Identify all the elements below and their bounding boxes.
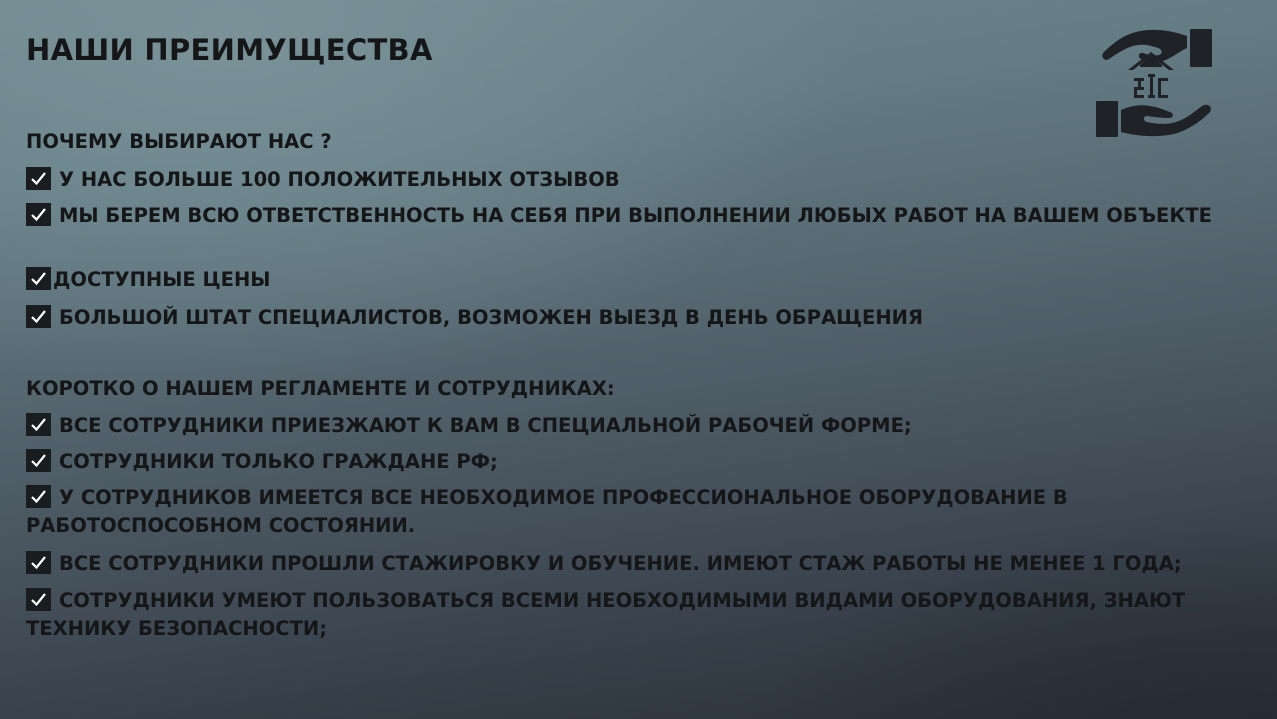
checkbox-icon [26, 267, 51, 290]
why-us-item-text: ДОСТУПНЫЕ ЦЕНЫ [53, 268, 271, 291]
checkbox-icon [26, 551, 51, 574]
regulations-item-text: ВСЕ СОТРУДНИКИ ПРИЕЗЖАЮТ К ВАМ В СПЕЦИАЛЬНОЙ РАБОЧЕЙ ФОРМЕ; [59, 414, 912, 437]
why-us-item [26, 166, 1258, 194]
why-us-heading: ПОЧЕМУ ВЫБИРАЮТ НАС ? [26, 130, 332, 153]
regulations-heading: КОРОТКО О НАШЕМ РЕГЛАМЕНТЕ И СОТРУДНИКАХ: [26, 377, 615, 400]
checkbox-icon [26, 167, 51, 190]
regulations-item [26, 587, 1258, 643]
checkbox-icon [26, 485, 51, 508]
checkbox-icon [26, 449, 51, 472]
checkbox-icon [26, 305, 51, 328]
why-us-item-text: БОЛЬШОЙ ШТАТ СПЕЦИАЛИСТОВ, ВОЗМОЖЕН ВЫЕЗД В ДЕНЬ ОБРАЩЕНИЯ [59, 306, 923, 329]
checkbox-icon [26, 413, 51, 436]
regulations-item [26, 448, 1258, 476]
regulations-item [26, 412, 1258, 440]
regulations-item [26, 550, 1258, 578]
why-us-item-text: У НАС БОЛЬШЕ 100 ПОЛОЖИТЕЛЬНЫХ ОТЗЫВОВ [59, 168, 620, 191]
hands-house-icon [1090, 26, 1226, 142]
why-us-item-text: МЫ БЕРЕМ ВСЮ ОТВЕТСТВЕННОСТЬ НА СЕБЯ ПРИ ВЫПОЛНЕНИИ ЛЮБЫХ РАБОТ НА ВАШЕМ ОБЪЕКТЕ [59, 204, 1212, 227]
regulations-item-text: СОТРУДНИКИ ТОЛЬКО ГРАЖДАНЕ РФ; [59, 450, 498, 473]
why-us-item [26, 304, 1258, 332]
checkbox-icon [26, 203, 51, 226]
regulations-item-text: ВСЕ СОТРУДНИКИ ПРОШЛИ СТАЖИРОВКУ И ОБУЧЕНИЕ. ИМЕЮТ СТАЖ РАБОТЫ НЕ МЕНЕЕ 1 ГОДА; [59, 552, 1182, 575]
page-title: НАШИ ПРЕИМУЩЕСТВА [26, 33, 433, 67]
why-us-item [26, 202, 1258, 230]
regulations-item [26, 484, 1258, 540]
regulations-item-text: СОТРУДНИКИ УМЕЮТ ПОЛЬЗОВАТЬСЯ ВСЕМИ НЕОБХОДИМЫМИ ВИДАМИ ОБОРУДОВАНИЯ, ЗНАЮТ ТЕХНИКУ БЕЗОПАСНОСТИ; [26, 589, 1186, 640]
why-us-item [26, 266, 1258, 294]
checkbox-icon [26, 588, 51, 611]
regulations-item-text: У СОТРУДНИКОВ ИМЕЕТСЯ ВСЕ НЕОБХОДИМОЕ ПРОФЕССИОНАЛЬНОЕ ОБОРУДОВАНИЕ В РАБОТОСПОСОБНОМ СОСТОЯНИИ. [26, 486, 1068, 537]
